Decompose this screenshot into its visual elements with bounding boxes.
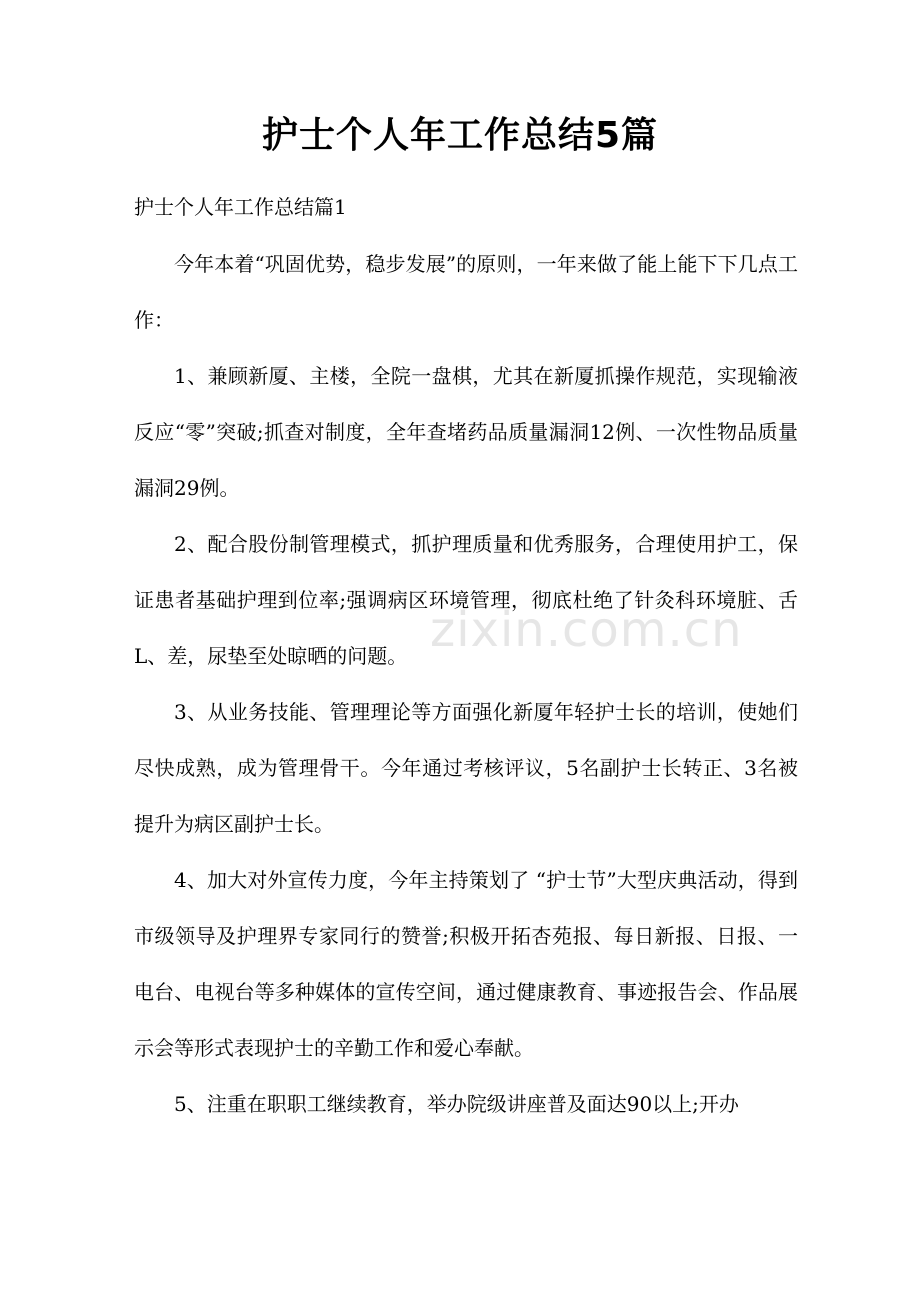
- paragraph-item-3: 3、从业务技能、管理理论等方面强化新厦年轻护士长的培训，使她们尽快成熟，成为管理骨干。今年通过考核评议，5名副护士长转正、3名被提升为病区副护士长。: [134, 700, 798, 836]
- watermark: zixin.com.cn: [430, 602, 743, 658]
- paragraph-intro: 今年本着“巩固优势，稳步发展”的原则，一年来做了能上能下下几点工作：: [134, 252, 798, 332]
- section-heading: 护士个人年工作总结篇1: [134, 195, 347, 219]
- page-title: 护士个人年工作总结5篇: [261, 115, 659, 156]
- paragraph-item-4: 4、加大对外宣传力度，今年主持策划了 “护士节”大型庆典活动，得到市级领导及护理界专家同行的赞誉;积极开拓杏苑报、每日新报、日报、一电台、电视台等多种媒体的宣传空间，通过健康教育、事迹报告会、作品展示会等形式表现护士的辛勤工作和爱心奉献。: [134, 868, 798, 1060]
- paragraph-item-2: 2、配合股份制管理模式，抓护理质量和优秀服务，合理使用护工，保证患者基础护理到位率;强调病区环境管理，彻底杜绝了针灸科环境脏、舌L、差，尿垫至处晾晒的问题。: [134, 532, 798, 668]
- paragraph-item-1: 1、兼顾新厦、主楼，全院一盘棋，尤其在新厦抓操作规范，实现输液反应“零”突破;抓查对制度，全年查堵药品质量漏洞12例、一次性物品质量漏洞29例。: [134, 364, 798, 500]
- paragraph-item-5: 5、注重在职职工继续教育，举办院级讲座普及面达90以上;开办: [174, 1092, 739, 1116]
